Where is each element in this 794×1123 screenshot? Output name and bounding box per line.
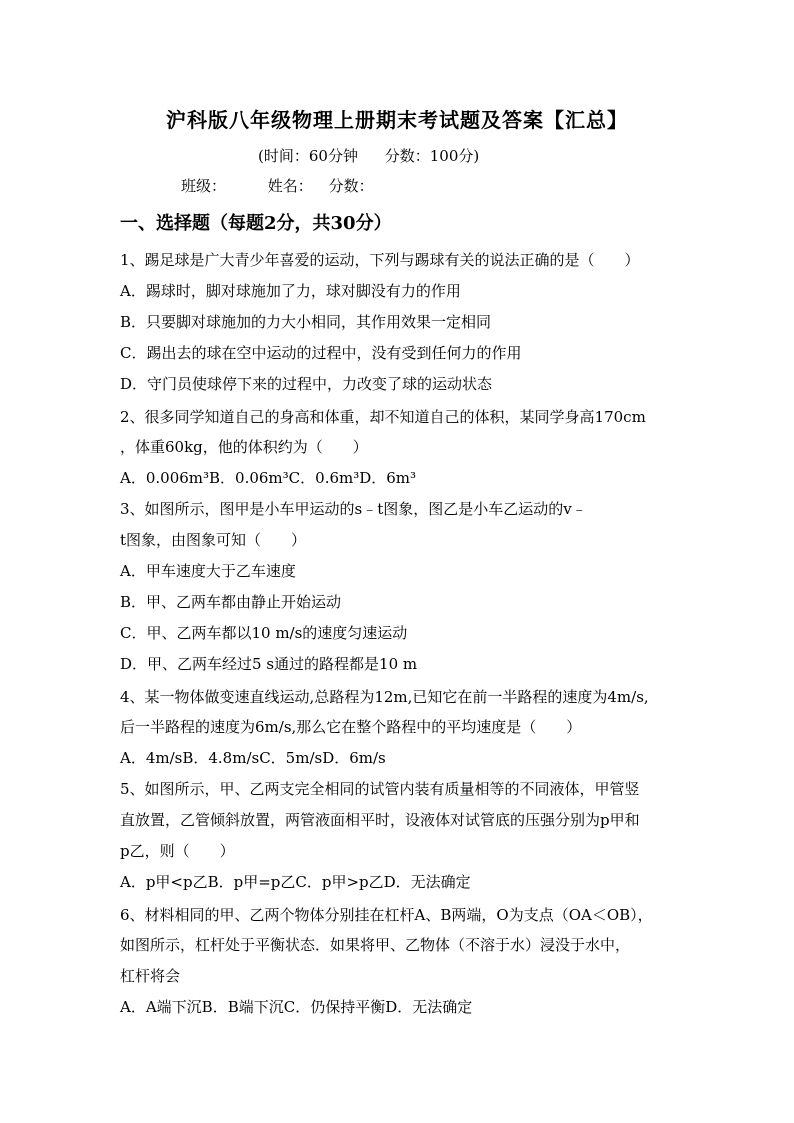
option-line: A．4m/sB．4.8m/sC．5m/sD．6m/s — [120, 749, 386, 767]
question-line: 3、如图所示，图甲是小车甲运动的s﹣t图象，图乙是小车乙运动的v﹣ — [120, 500, 587, 518]
question-line: 后一半路程的速度为6m/s,那么它在整个路程中的平均速度是（ ） — [120, 718, 582, 736]
option-line: B．只要脚对球施加的力大小相同，其作用效果一定相同 — [120, 313, 492, 331]
question-line: t图象，由图象可知（ ） — [120, 531, 307, 549]
option-line: A．踢球时，脚对球施加了力，球对脚没有力的作用 — [120, 282, 461, 300]
option-line: A．甲车速度大于乙车速度 — [120, 562, 296, 580]
question-line: 1、踢足球是广大青少年喜爱的运动，下列与踢球有关的说法正确的是（ ） — [120, 251, 640, 269]
option-line: C．踢出去的球在空中运动的过程中，没有受到任何力的作用 — [120, 344, 522, 362]
score-label: 分数： — [328, 177, 374, 195]
question-line: ，体重60kg，他的体积约为（ ） — [120, 438, 368, 456]
option-line: B．甲、乙两车都由静止开始运动 — [120, 593, 342, 611]
exam-meta — [258, 145, 479, 166]
name-label: 姓名： — [267, 177, 313, 195]
exam-time: (时间：60分钟 — [258, 147, 358, 165]
option-line: D．甲、乙两车经过5 s通过的路程都是10 m — [120, 655, 418, 673]
question-line: 4、某一物体做变速直线运动,总路程为12m,已知它在前一半路程的速度为4m/s, — [120, 688, 649, 706]
question-line: 如图所示，杠杆处于平衡状态．如果将甲、乙物体（不溶于水）浸没于水中， — [120, 936, 631, 954]
section-heading: 一、选择题（每题2分，共30分） — [120, 213, 392, 234]
option-line: D．守门员使球停下来的过程中，力改变了球的运动状态 — [120, 375, 493, 393]
question-line: 直放置，乙管倾斜放置，两管液面相平时，设液体对试管底的压强分别为p甲和 — [120, 811, 640, 829]
question-line: p乙，则（ ） — [120, 842, 235, 860]
question-line: 2、很多同学知道自己的身高和体重，却不知道自己的体积，某同学身高170cm — [120, 408, 646, 426]
option-line: C．甲、乙两车都以10 m/s的速度匀速运动 — [120, 624, 408, 642]
class-label: 班级： — [181, 177, 227, 195]
option-line: A．0.006m³B．0.06m³C．0.6m³D．6m³ — [120, 469, 417, 487]
option-line: A．A端下沉B．B端下沉C．仍保持平衡D．无法确定 — [120, 998, 473, 1016]
question-line: 5、如图所示，甲、乙两支完全相同的试管内装有质量相等的不同液体，甲管竖 — [120, 780, 640, 798]
question-line: 6、材料相同的甲、乙两个物体分别挂在杠杆A、B两端，O为支点（OA＜OB）， — [120, 906, 653, 924]
question-line: 杠杆将会 — [120, 967, 181, 985]
exam-score: 分数：100分) — [384, 147, 480, 165]
page-title: 沪科版八年级物理上册期末考试题及答案【汇总】 — [166, 108, 628, 132]
student-info — [181, 175, 374, 196]
option-line: A．p甲<p乙B．p甲=p乙C．p甲>p乙D．无法确定 — [120, 873, 471, 891]
